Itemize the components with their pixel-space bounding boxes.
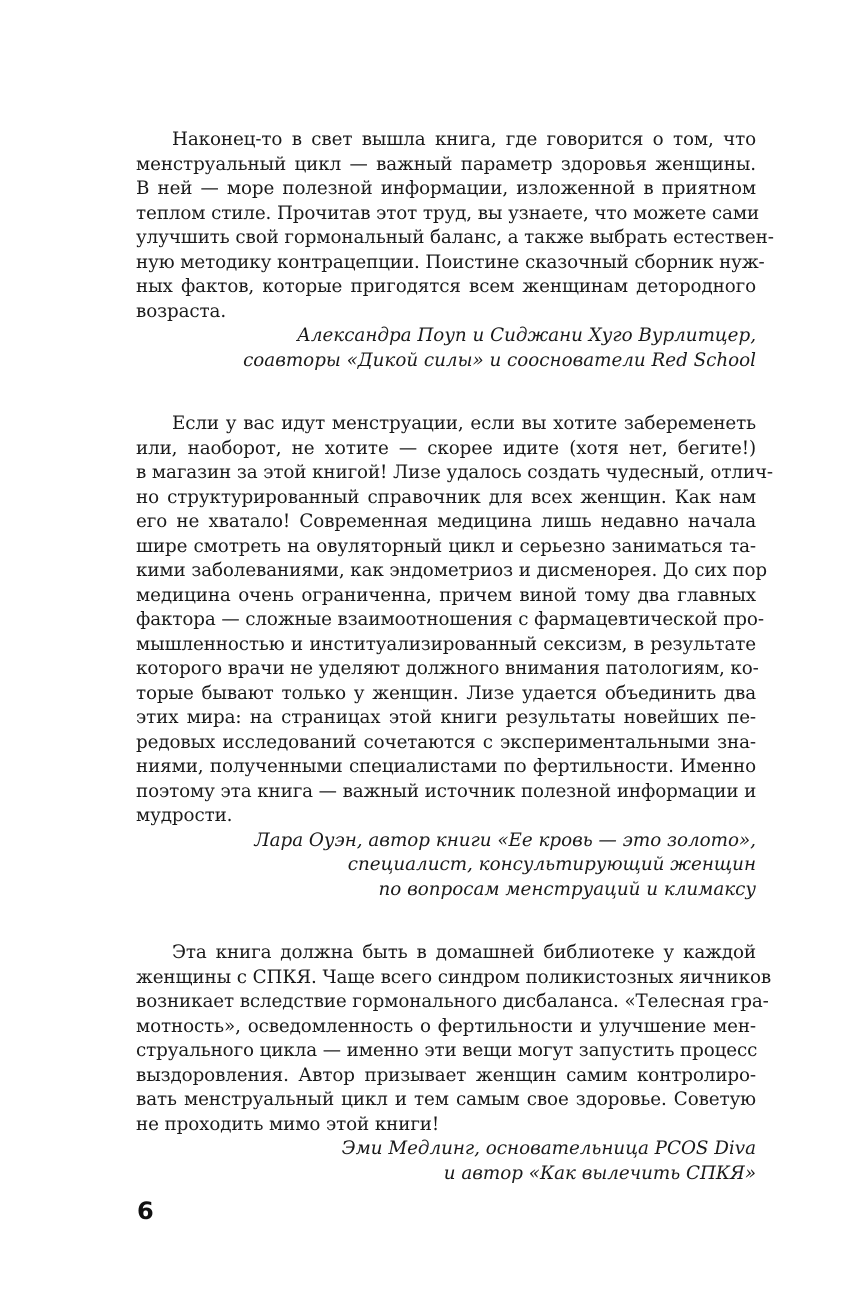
quote-line: не проходить мимо этой книги! [136, 1113, 440, 1135]
quote-line: менструальный цикл — важный параметр здоровья женщины. [136, 153, 756, 175]
quote-line: возраста. [136, 300, 227, 322]
quote-line: ных фактов, которые пригодятся всем женщинам детородного [136, 276, 756, 297]
quote-line: улучшить свой гормональный баланс, а также выбрать естествен- [136, 227, 774, 248]
quote-line: струального цикла — именно эти вещи могут запустить процесс [136, 1040, 758, 1061]
quote-line: медицина очень ограниченна, причем виной тому два главных [136, 584, 756, 606]
quote-medling [136, 941, 772, 1186]
attribution-line: Александра Поуп и Сиджани Хуго Вурлитцер, [296, 325, 756, 346]
page-number: 6 [137, 1197, 154, 1225]
attribution-line: соавторы «Дикой силы» и сооснователи Red School [243, 349, 756, 371]
quote-line: ниями, полученными специалистами по фертильности. Именно [136, 756, 756, 777]
quote-line: вать менструальный цикл и тем самым свое здоровье. Советую [136, 1089, 756, 1110]
quote-popes [136, 128, 774, 373]
quote-line: шире смотреть на овуляторный цикл и серьезно заниматься та- [136, 535, 756, 557]
quote-line: торые бывают только у женщин. Лизе удается объединить два [136, 682, 756, 704]
quote-line: фактора — сложные взаимоотношения с фармацевтической про- [136, 609, 764, 630]
quote-line: В ней — море полезной информации, изложенной в приятном [136, 178, 756, 199]
quote-line: теплом стиле. Прочитав этот труд, вы узнаете, что можете сами [136, 202, 760, 224]
page-body [136, 128, 774, 1186]
quote-line: поэтому эта книга — важный источник полезной информации и [136, 780, 757, 802]
attribution-line: и автор «Как вылечить СПКЯ» [443, 1162, 756, 1184]
quote-line: Эта книга должна быть в домашней библиотеке у каждой [172, 942, 756, 963]
quote-line: но структурированный справочник для всех женщин. Как нам [136, 486, 756, 508]
quote-line: которого врачи не уделяют должного внимания патологиям, ко- [136, 658, 759, 679]
quote-owen [136, 412, 774, 902]
quote-line: или, наоборот, не хотите — скорее идите (хотя нет, бегите!) [136, 437, 756, 459]
quote-line: в магазин за этой книгой! Лизе удалось создать чудесный, отлич- [136, 462, 774, 483]
quote-line: редовых исследований сочетаются с экспериментальными зна- [136, 731, 756, 753]
attribution-line: по вопросам менструаций и климаксу [378, 878, 756, 900]
quote-line: его не хватало! Современная медицина лишь недавно начала [136, 511, 756, 532]
quote-line: ную методику контрацепции. Поистине сказочный сборник нуж- [136, 251, 765, 273]
quote-line: женщины с СПКЯ. Чаще всего синдром поликистозных яичников [136, 966, 772, 988]
quote-line: Если у вас идут менструации, если вы хотите забеременеть [172, 413, 756, 434]
attribution-line: специалист, консультирующий женщин [347, 854, 756, 875]
quote-line: Наконец-то в свет вышла книга, где говорится о том, что [172, 129, 756, 150]
quote-line: этих мира: на страницах этой книги результаты новейших пе- [136, 707, 756, 728]
quote-line: возникает вследствие гормонального дисбаланса. «Телесная гра- [136, 991, 769, 1012]
quote-line: мышленностью и институализированный сексизм, в результате [136, 633, 756, 655]
attribution-line: Лара Оуэн, автор книги «Ее кровь — это золото», [254, 829, 756, 851]
quote-line: мудрости. [136, 805, 233, 826]
quote-line: мотность», осведомленность о фертильности и улучшение мен- [136, 1015, 756, 1037]
attribution-line: Эми Медлинг, основательница PCOS Diva [341, 1138, 756, 1159]
quote-line: кими заболеваниями, как эндометриоз и дисменорея. До сих пор [136, 560, 768, 581]
quote-line: выздоровления. Автор призывает женщин самим контролиро- [136, 1064, 756, 1086]
